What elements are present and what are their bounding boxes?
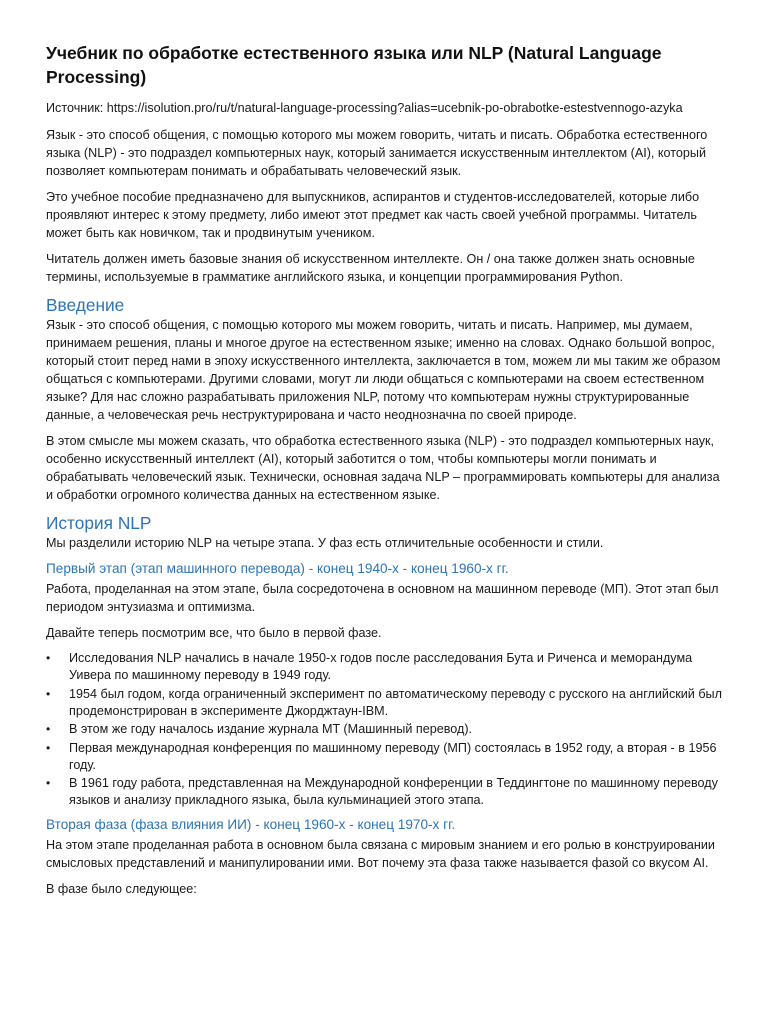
list-item-text: В 1961 году работа, представленная на Международной конференции в Теддингтоне по машинному переводу языков и анализу прикладного языка, была кульминацией этого этапа.: [69, 776, 718, 807]
bullet-icon: •: [46, 651, 51, 665]
list-item-text: Первая международная конференция по машинному переводу (МП) состоялась в 1952 году, а вторая - в 1956 году.: [69, 740, 717, 772]
introduction-heading: Введение: [46, 295, 125, 315]
bullet-icon: •: [46, 686, 51, 701]
intro-paragraph-2: Это учебное пособие предназначено для выпускников, аспирантов и студентов-исследователей, которые либо проявляют интерес к этому предмету, либо имеют этот предмет как часть своей учебной программы. Читатель может быть как новичком, так и продвинутым учеником.: [46, 190, 700, 240]
list-item-text: Исследования NLP начались в начале 1950-х годов после расследования Бута и Риченса и меморандума Уивера по машинному переводу в 1949 году.: [69, 651, 693, 682]
list-item: [46, 686, 722, 720]
phase2-paragraph-1: На этом этапе проделанная работа в основном была связана с мировым знанием и его ролью в конструировании смысловых представлений и манипулировании ими. Вот почему эта фаза также называется фазой со вкусом AI.: [46, 838, 715, 870]
intro-paragraph-3: Читатель должен иметь базовые знания об искусственном интеллекте. Он / она также должен знать основные термины, используемые в грамматике английского языка, и концепции программирования Python.: [46, 252, 695, 284]
phase1-paragraph-1: Работа, проделанная на этом этапе, была сосредоточена в основном на машинном переводе (МП). Этот этап был периодом энтузиазма и оптимизма.: [46, 582, 719, 614]
phase1-paragraph-2: Давайте теперь посмотрим все, что было в первой фазе.: [46, 626, 382, 640]
phase2-paragraph-2: В фазе было следующее:: [46, 882, 197, 896]
history-intro: Мы разделили историю NLP на четыре этапа. У фаз есть отличительные особенности и стили.: [46, 536, 604, 550]
list-item: [46, 775, 722, 809]
bullet-icon: •: [46, 740, 51, 755]
introduction-paragraph-2: В этом смысле мы можем сказать, что обработка естественного языка (NLP) - это подраздел компьютерных наук, особенно искусственный интеллект (AI), который заботится о том, чтобы компьютеры могли понимать и обрабатывать человеческий язык. Технически, основная задача NLP – программировать компьютеры для анализа и обработки огромного количества данных на естественном языке.: [46, 434, 720, 502]
intro-paragraph-1: Язык - это способ общения, с помощью которого мы можем говорить, читать и писать. Обработка естественного языка (NLP) - это подраздел компьютерных наук, который занимается искусственным интеллектом (AI), который позволяет компьютерам понимать и обрабатывать человеческий язык.: [46, 128, 708, 178]
list-item: [46, 650, 722, 684]
phase1-bullet-list: [46, 650, 722, 809]
bullet-icon: •: [46, 722, 51, 736]
list-item: [46, 740, 722, 774]
list-item: [46, 721, 722, 738]
bullet-icon: •: [46, 776, 51, 790]
history-heading: История NLP: [46, 513, 152, 533]
phase1-heading: Первый этап (этап машинного перевода) - конец 1940-х - конец 1960-х гг.: [46, 561, 509, 576]
document-title: Учебник по обработке естественного языка или NLP (Natural Language Processing): [46, 43, 662, 87]
list-item-text: 1954 был годом, когда ограниченный эксперимент по автоматическому переводу с русского на английский был продемонстрирован в эксперименте Джорджтаун-IBM.: [69, 686, 722, 718]
source-line: Источник: https://isolution.pro/ru/t/natural-language-processing?alias=ucebnik-po-obrabotke-estestvennogo-azyka: [46, 101, 683, 115]
phase2-heading: Вторая фаза (фаза влияния ИИ) - конец 1960-х - конец 1970-х гг.: [46, 817, 456, 832]
introduction-paragraph-1: Язык - это способ общения, с помощью которого мы можем говорить, читать и писать. Например, мы думаем, принимаем решения, планы и многое другое на естественном языке; именно на словах. Однако большой вопрос, который стоит перед нами в эпоху искусственного интеллекта, заключается в том, можем ли мы таким же образом общаться с компьютерами. Другими словами, могут ли люди общаться с компьютерами на своем естественном языке? Для нас сложно разрабатывать приложения NLP, потому что компьютерам нужны структурированные данные, а человеческая речь неструктурирована и часто неоднозначна по своей природе.: [46, 318, 721, 422]
list-item-text: В этом же году началось издание журнала MT (Машинный перевод).: [69, 722, 473, 736]
